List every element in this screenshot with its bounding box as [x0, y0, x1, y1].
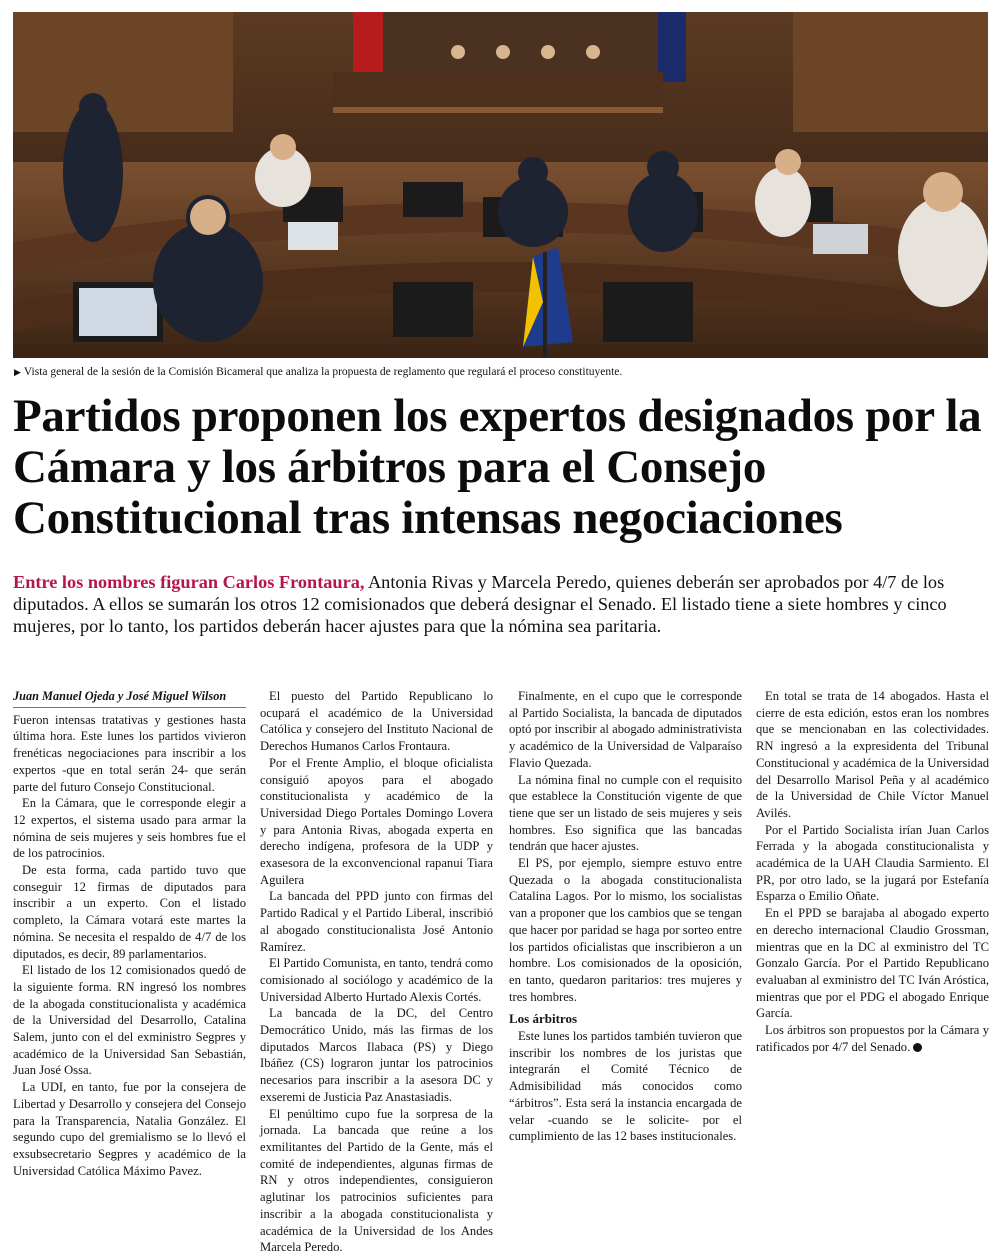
session-photo: [13, 12, 988, 358]
paragraph: La nómina final no cumple con el requisito que establece la Constitución vigente de que tiene que ser un listado de seis mujeres y seis hombres. Eso significa que las bancadas tendrán que hacer ajustes.: [509, 772, 742, 854]
paragraph: De esta forma, cada partido tuvo que conseguir 12 firmas de diputados para inscribir a un experto. Con el listado completo, la Cámara votará este martes la nómina. Se necesita el respaldo de 4/7 de los diputados, es decir, 89 parlamentarios.: [13, 863, 246, 961]
photo-caption: [14, 366, 989, 378]
paragraph: El puesto del Partido Republicano lo ocupará el académico de la Universidad Católica y consejero del Instituto Nacional de Derechos Humanos Carlos Frontaura.: [260, 689, 493, 754]
paragraph: El penúltimo cupo fue la sorpresa de la jornada. La bancada que reúne a los exmilitantes del Partido de la Gente, más el comité de independientes, algunas firmas de RN y otros independientes, consiguieron aglutinar los patrocinios suficientes para inscribir a la abogada constitucionalista y académica de la Universidad de los Andes Marcela Peredo.: [260, 1106, 493, 1255]
paragraph: Por el Partido Socialista irían Juan Carlos Ferrada y la abogada constitucionalista y académica de la UAH Claudia Sarmiento. El PR, por otro lado, se la jugará por Estefanía Esparza o Emilio Oñate.: [756, 822, 989, 904]
caption-text: Vista general de la sesión de la Comisión Bicameral que analiza la propuesta de reglamento que regulará el proceso constituyente.: [23, 366, 623, 378]
subheading-arbitros: Los árbitros: [509, 1011, 578, 1027]
article-column-2: [260, 688, 493, 1255]
paragraph: En la Cámara, que le corresponde elegir a 12 expertos, el sistema usado para armar la nómina de seis mujeres y seis hombres fue el de los patrocinios.: [13, 796, 246, 861]
paragraph: La UDI, en tanto, fue por la consejera de Libertad y Desarrollo y consejera del Consejo para la Transparencia, Natalia González. El segundo cupo del gremialismo se lo llevó el exsubsecretario Segpres y académico de la Universidad Católica Máximo Pavez.: [13, 1080, 246, 1178]
paragraph: Finalmente, en el cupo que le corresponde al Partido Socialista, la bancada de diputados optó por inscribir al abogado administrativista y académico de la Universidad de Valparaíso Flavio Quezada.: [509, 689, 742, 770]
headline: Partidos proponen los expertos designados por la Cámara y los árbitros para el Consejo Constitucional tras intensas negociaciones: [13, 390, 982, 544]
final-paragraph-text: Los árbitros son propuestos por la Cámara y ratificados por 4/7 del Senado.: [756, 1023, 989, 1054]
paragraph: El listado de los 12 comisionados quedó de la siguiente forma. RN ingresó los nombres de la abogada constitucionalista y académica de la Universidad del Desarrollo, Catalina Salem, junto con el del exministro Segpres y académico de la Universidad San Sebastián, Juan José Ossa.: [13, 963, 246, 1078]
caption-triangle-icon: ▶: [14, 367, 21, 377]
paragraph: Fueron intensas tratativas y gestiones hasta última hora. Este lunes los partidos vivieron frenéticas negociaciones para inscribir a los expertos -que en total serán 24- que serán parte del futuro Consejo Constitucional.: [13, 712, 246, 794]
byline: Juan Manuel Ojeda y José Miguel Wilson: [13, 688, 246, 708]
paragraph: La bancada de la DC, del Centro Democrático Unido, más las firmas de los diputados Marcos Ilabaca (PS) y Diego Ibáñez (CS) lograron juntar los patrocinios necesarios para inscribir a la asesora DC y exseremi de Justicia Paz Anastasiadis.: [260, 1006, 493, 1104]
article-column-1: [13, 688, 246, 1178]
lead-rest: Antonia Rivas y Marcela Peredo, quienes deberán ser aprobados por 4/7 de los diputados. A ellos se sumarán los otros 12 comisionados que deberá designar el Senado. El listado tiene a siete hombres y cinco mujeres, por lo tanto, los partidos deberán hacer ajustes para que la nómina sea paritaria.: [13, 572, 947, 636]
article-column-4: [756, 688, 989, 1148]
lead-paragraph: [13, 571, 993, 637]
paragraph: En el PPD se barajaba al abogado experto en derecho internacional Claudio Grossman, mientras que en la DC al exministro del TC Gonzalo García. Por el Partido Republicano evaluaban al exministro del TC Iván Aróstica, mientras que por el PDG el abogado Enrique García.: [756, 906, 989, 1021]
chamber-photo-illustration: [13, 12, 988, 358]
final-paragraph: [756, 1022, 989, 1055]
article-column-3: [509, 688, 742, 1148]
end-of-article-icon: [913, 1043, 922, 1052]
paragraph: Este lunes los partidos también tuvieron que inscribir los nombres de los juristas que integrarán el Comité Técnico de Admisibilidad más conocidos como “árbitros”. Esta será la instancia encargada de velar -cuando se le solicite- por el cumplimiento de las 12 bases institucionales.: [509, 1029, 742, 1144]
lead-highlight: Entre los nombres figuran Carlos Frontaura,: [13, 572, 365, 592]
paragraph: El PS, por ejemplo, siempre estuvo entre Quezada o la abogada constitucionalista Catalina Lagos. Por lo mismo, los socialistas van a proponer que los cambios que se tengan que hacer por paridad se haga por sorteo entre los partidos oficialistas que inscribieron a un hombre. Los comisionados de la oposición, en tanto, quedaron paritarios: tres mujeres y tres hombres.: [509, 856, 742, 1004]
paragraph: El Partido Comunista, en tanto, tendrá como comisionado al sociólogo y académico de la Universidad Alberto Hurtado Alexis Cortés.: [260, 956, 493, 1004]
paragraph: Por el Frente Amplio, el bloque oficialista consiguió apoyos para el abogado constitucionalista y académico de la Universidad Diego Portales Domingo Lovera y para Antonia Rivas, abogada experta en derecho indígena, profesora de la UDP y exasesora de la exconvencional rapanui Tiara Aguilera: [260, 755, 493, 887]
paragraph: En total se trata de 14 abogados. Hasta el cierre de esta edición, estos eran los nombres que se mencionaban en las colectividades. RN ingresó a la expresidenta del Tribunal Constitucional y académica de la Universidad del Desarrollo Marisol Peña y al académico de la Universidad de Chile Víctor Manuel Avilés.: [756, 689, 989, 820]
paragraph: La bancada del PPD junto con firmas del Partido Radical y el Partido Liberal, inscribió al abogado constitucionalista José Antonio Ramírez.: [260, 889, 493, 954]
